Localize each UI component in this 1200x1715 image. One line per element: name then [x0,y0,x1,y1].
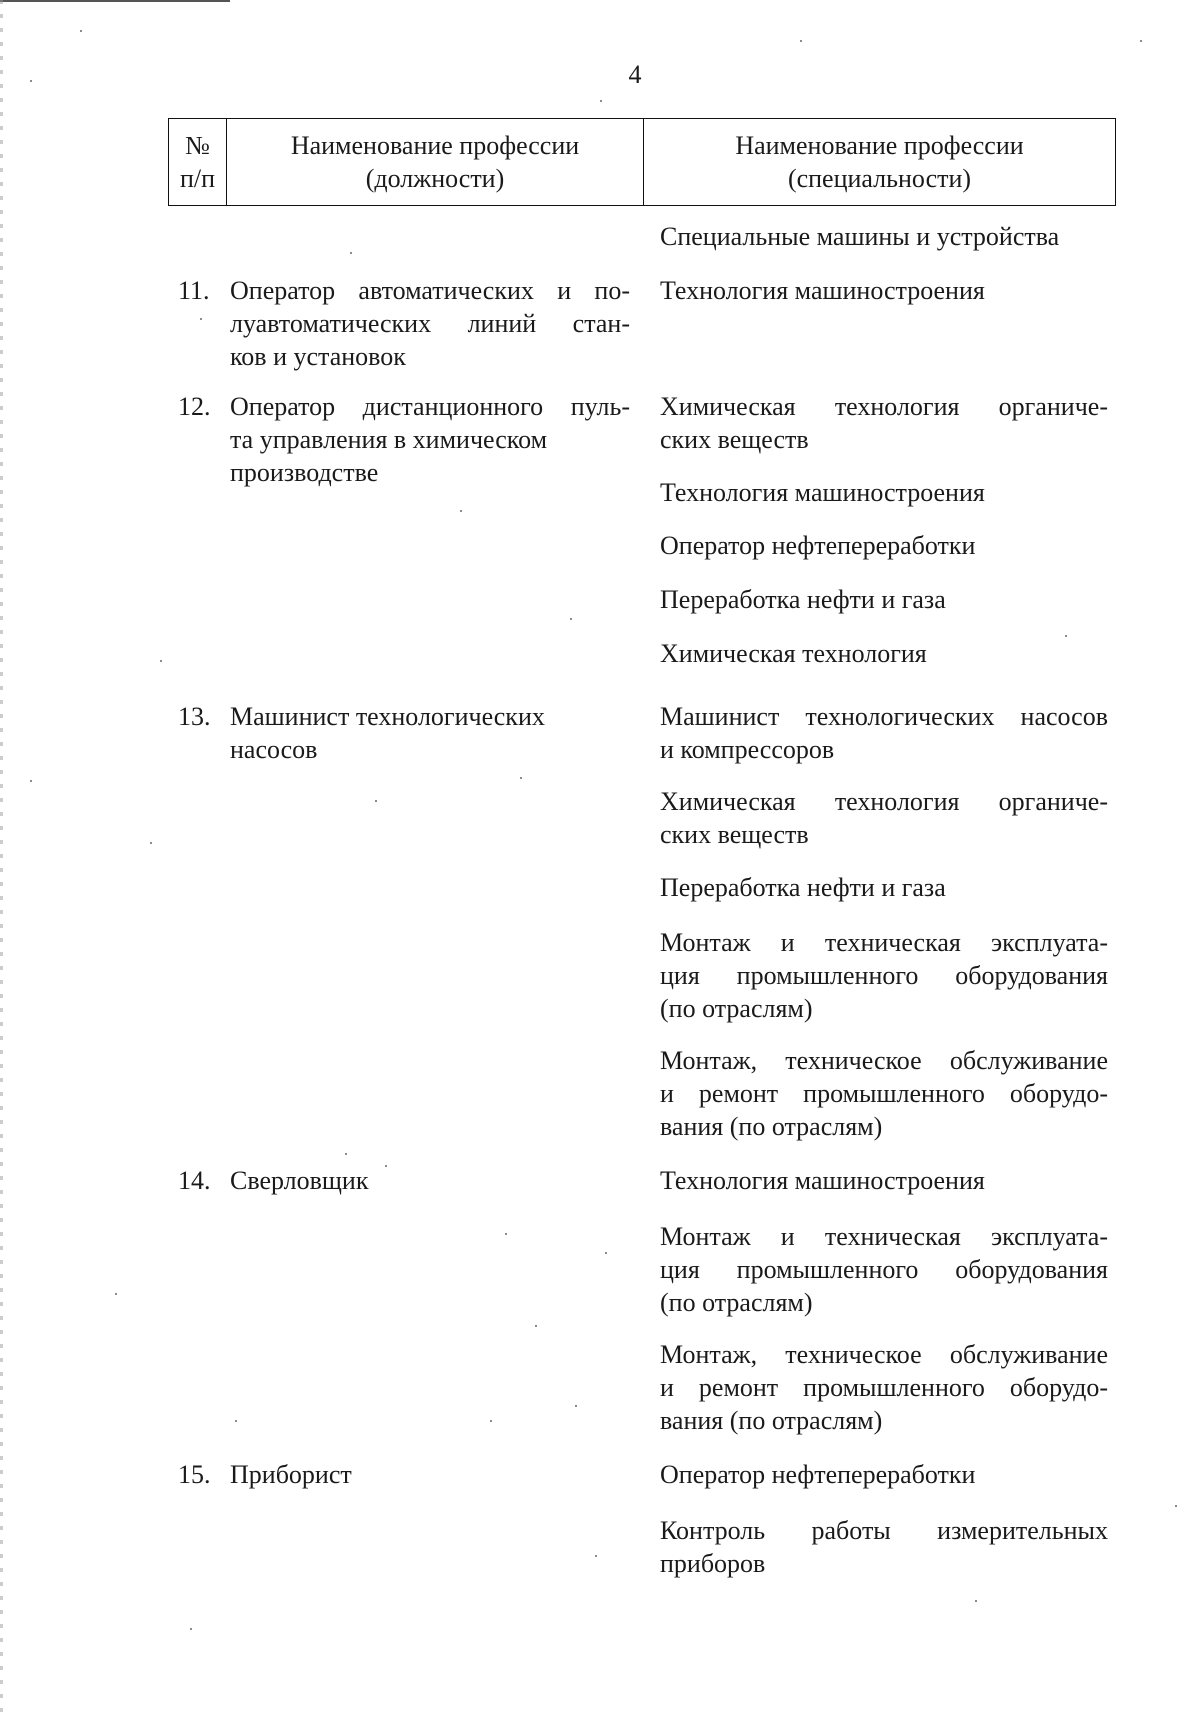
scan-speck [115,1293,117,1295]
scan-speck [490,1420,492,1422]
scan-speck [190,1628,192,1630]
title-line: Оператор автоматических и по- [230,276,630,305]
title-line: луавтоматических линий стан- [230,309,630,338]
specialty-item [660,1044,1108,1143]
specialty-line: ция промышленного оборудования [660,961,1108,990]
specialty-item [660,1338,1108,1437]
scan-speck [30,780,32,782]
specialty-line: Оператор нефтепереработки [660,531,976,560]
specialty-line: Химическая технология органиче- [660,787,1108,816]
specialty-item [660,390,1108,456]
header-position-line: (должности) [365,164,505,193]
scan-speck [575,1405,577,1407]
title-line: Сверловщик [230,1166,369,1195]
title-line: та управления в химическом [230,425,548,454]
specialty-line: ция промышленного оборудования [660,1255,1108,1284]
specialty-line: приборов [660,1549,766,1578]
row-position-title [230,700,630,766]
specialty-item [660,583,1108,616]
header-specialty-column [644,119,1115,205]
header-number-column [169,119,227,205]
specialty-item [660,1458,1108,1491]
page-number: 4 [628,60,642,89]
specialty-line: Переработка нефти и газа [660,873,946,902]
scan-speck [535,1325,537,1327]
specialty-line: вания (по отраслям) [660,1112,883,1141]
row-number: 12. [178,392,211,421]
scan-speck [800,40,802,42]
specialty-item [660,700,1108,766]
scan-speck [570,618,572,620]
header-position-line: Наименование профессии [290,131,580,160]
specialty-line: Монтаж и техническая эксплуата- [660,928,1108,957]
specialty-line: Монтаж и техническая эксплуата- [660,1222,1108,1251]
header-number-line: п/п [179,164,216,193]
scan-speck [200,318,202,320]
specialty-line: (по отраслям) [660,994,813,1023]
specialty-item [660,476,1108,509]
specialty-line: Химическая технология органиче- [660,392,1108,421]
scan-speck [505,1233,507,1235]
header-position-column [227,119,644,205]
scan-speck [235,1420,237,1422]
scan-speck [460,510,462,512]
specialty-line: Переработка нефти и газа [660,585,946,614]
specialty-item [660,1220,1108,1319]
specialty-line: Монтаж, техническое обслуживание [660,1340,1108,1369]
scan-speck [30,80,32,82]
title-line: насосов [230,735,318,764]
scan-speck [160,660,162,662]
header-number-line: № [185,131,210,160]
scan-speck [150,842,152,844]
specialty-line: и компрессоров [660,735,835,764]
row-position-title [230,1458,630,1491]
title-line: производстве [230,458,379,487]
scan-speck [345,1153,347,1155]
row-position-title [230,274,630,373]
title-line: Оператор дистанционного пуль- [230,392,630,421]
scan-speck [600,100,602,102]
scan-speck [1175,1505,1177,1507]
scan-speck [1140,40,1142,42]
specialty-item [660,1164,1108,1197]
specialty-line: Химическая технология [660,639,927,668]
row-position-title [230,390,630,489]
title-line: Приборист [230,1460,352,1489]
specialty-line: ских веществ [660,820,809,849]
specialty-line: Оператор нефтепереработки [660,1460,976,1489]
specialty-continuation: Специальные машины и устройства [660,222,1060,251]
scan-speck [350,252,352,254]
scan-artifact-top-line [0,0,230,2]
specialty-line: Технология машиностроения [660,478,985,507]
scan-speck [595,1555,597,1557]
specialty-item [660,274,1108,307]
scan-speck [1065,635,1067,637]
title-line: Машинист технологических [230,702,545,731]
specialty-item [660,1514,1108,1580]
specialty-item [660,785,1108,851]
header-specialty-line: Наименование профессии [735,131,1024,160]
specialty-line: вания (по отраслям) [660,1406,883,1435]
scan-speck [520,777,522,779]
specialty-item [660,871,1108,904]
header-specialty-line: (специальности) [787,164,972,193]
scan-speck [975,1600,977,1602]
row-number: 13. [178,702,211,731]
specialty-line: (по отраслям) [660,1288,813,1317]
specialty-item [660,926,1108,1025]
specialty-line: ских веществ [660,425,809,454]
scan-speck [385,1165,387,1167]
row-number: 14. [178,1166,211,1195]
row-number: 15. [178,1460,211,1489]
specialty-line: Технология машиностроения [660,276,985,305]
specialty-item [660,637,1108,670]
scan-speck [80,30,82,32]
table-header [168,118,1116,206]
specialty-line: Монтаж, техническое обслуживание [660,1046,1108,1075]
specialty-line: и ремонт промышленного оборудо- [660,1373,1108,1402]
scan-speck [605,1252,607,1254]
row-position-title [230,1164,630,1197]
specialty-line: Контроль работы измерительных [660,1516,1108,1545]
specialty-line: Машинист технологических насосов [660,702,1108,731]
specialty-line: и ремонт промышленного оборудо- [660,1079,1108,1108]
scan-artifact-left-edge [0,0,3,1715]
specialty-item [660,529,1108,562]
scan-speck [375,800,377,802]
specialty-line: Технология машиностроения [660,1166,985,1195]
title-line: ков и установок [230,342,406,371]
row-number: 11. [178,276,210,305]
